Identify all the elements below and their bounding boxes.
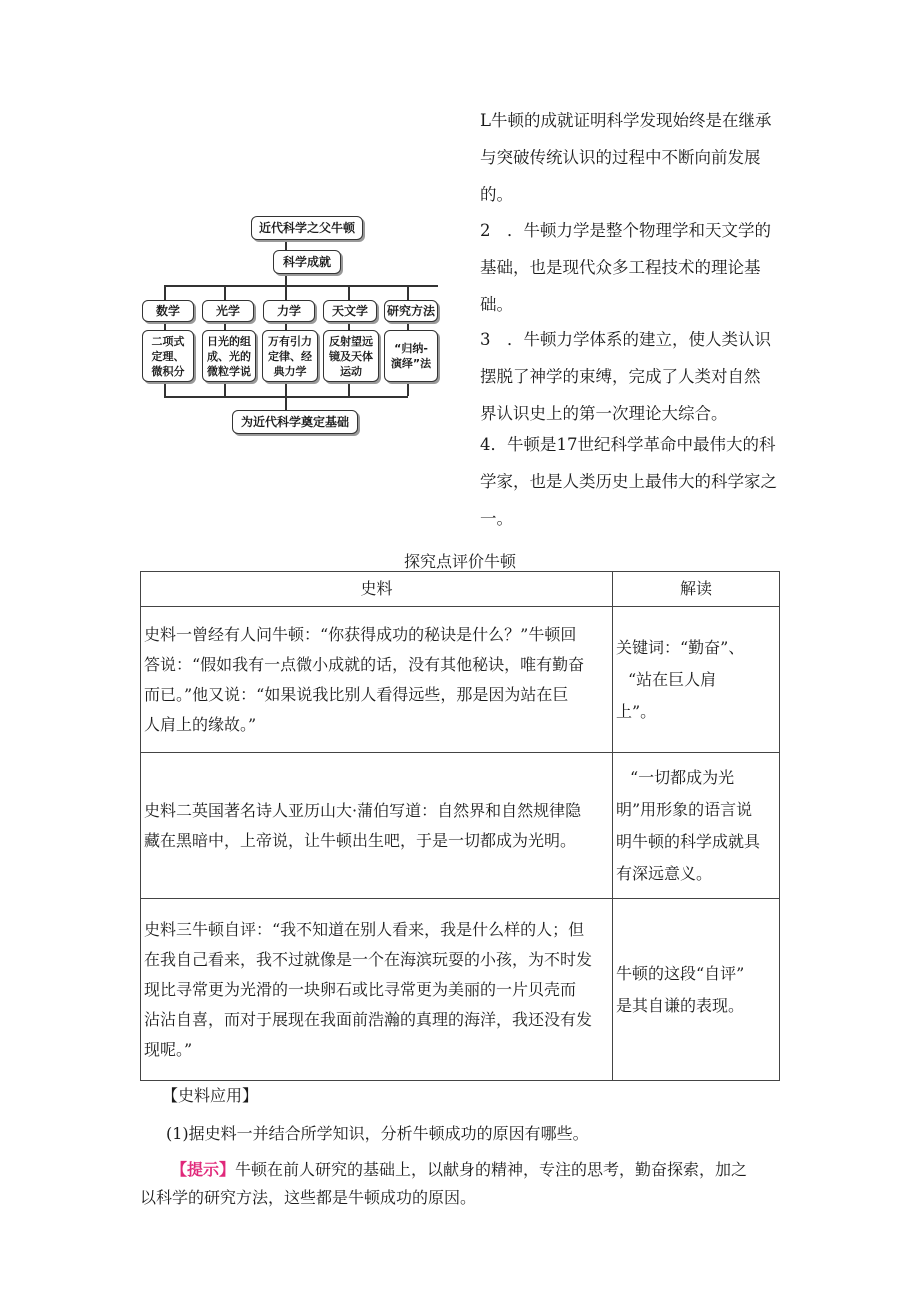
table-title: 探究点评价牛顿 [403, 552, 516, 571]
text-line: 2 ．牛顿力学是整个物理学和天文学的 [480, 221, 771, 240]
reading-cell [613, 899, 780, 1081]
newton-achievement-diagram [136, 210, 436, 445]
cell-line: “站在巨人肩 [628, 669, 717, 689]
detail-astronomy-line: 镜及天体 [329, 349, 373, 363]
detail-method-line: “归纳- [394, 342, 428, 355]
cell-line: 藏在黑暗中，上帝说，让牛顿出生吧，于是一切都成为光明。 [144, 830, 577, 850]
detail-mechanics-line: 定律、经 [268, 349, 312, 363]
cell-line: 现比寻常更为光滑的一块卵石或比寻常更为美丽的一片贝壳而 [144, 979, 577, 999]
detail-astronomy-line: 反射望远 [329, 334, 373, 348]
detail-astronomy [323, 330, 379, 382]
cell-line: 上”。 [616, 701, 657, 721]
detail-optics [202, 330, 256, 382]
reading-cell [613, 607, 780, 753]
cell-line: 而已。”他又说：“如果说我比别人看得远些，那是因为站在巨 [144, 684, 569, 704]
diagram-top-box: 近代科学之父牛顿 [251, 216, 363, 240]
cell-line: 是其自谦的表现。 [616, 995, 745, 1015]
cell-line: 关键词：“勤奋”、 [616, 637, 745, 657]
header-reading: 解读 [613, 572, 780, 607]
cell-line: 沾沾自喜，而对于展现在我面前浩瀚的真理的海洋，我还没有发 [144, 1009, 593, 1029]
detail-method [384, 330, 438, 382]
conclusion-2 [480, 212, 790, 323]
hint-text: 牛顿在前人研究的基础上，以献身的精神，专注的思考，勤奋探索，加之 [235, 1160, 748, 1179]
table-row [141, 607, 780, 753]
table-row [141, 899, 780, 1081]
category-mechanics: 力学 [263, 300, 315, 322]
detail-method-line: 演绎”法 [390, 357, 432, 370]
category-optics: 光学 [202, 300, 254, 322]
source-cell [141, 607, 613, 753]
category-method: 研究方法 [384, 300, 438, 322]
cell-line: 明”用形象的语言说 [616, 799, 753, 819]
conclusion-4 [480, 426, 790, 537]
cell-line: 史料三牛顿自评：“我不知道在别人看来，我是什么样的人；但 [144, 919, 585, 939]
table-header-row [141, 572, 780, 607]
reading-cell [613, 753, 780, 899]
category-math: 数学 [142, 300, 194, 322]
hint-label: 【提示】 [171, 1160, 236, 1179]
text-line: 界认识史上的第一次理论大综合。 [480, 404, 728, 423]
header-source: 史料 [141, 572, 613, 607]
source-table [140, 571, 780, 1081]
source-cell [141, 753, 613, 899]
detail-mechanics-line: 典力学 [273, 364, 307, 378]
cell-line: 现呢。” [144, 1039, 193, 1059]
detail-math-line: 微积分 [151, 364, 185, 378]
detail-astronomy-line: 运动 [340, 364, 362, 378]
conclusion-3 [480, 321, 790, 432]
text-line: L牛顿的成就证明科学发现始终是在继承 [480, 111, 772, 130]
conclusion-1 [480, 102, 790, 213]
cell-line: 牛顿的这段“自评” [616, 963, 745, 983]
detail-math-line: 二项式 [151, 334, 185, 348]
detail-optics-line: 日光的组 [207, 334, 251, 348]
diagram-middle-box: 科学成就 [273, 250, 341, 274]
cell-line: 有深远意义。 [616, 863, 713, 883]
detail-optics-line: 成、光的 [207, 349, 251, 363]
text-line: 学家，也是人类历史上最伟大的科学家之 [480, 472, 777, 491]
cell-line: 在我自己看来，我不过就像是一个在海滨玩耍的小孩，为不时发 [144, 949, 593, 969]
cell-line: 明牛顿的科学成就具 [616, 831, 761, 851]
diagram-bottom-box: 为近代科学奠定基础 [232, 410, 358, 434]
detail-math [142, 330, 194, 382]
hint-line-1 [171, 1157, 747, 1180]
detail-mechanics [262, 330, 318, 382]
category-astronomy: 天文学 [323, 300, 377, 322]
text-line: 3 ．牛顿力学体系的建立，使人类认识 [480, 330, 771, 349]
application-question: (1)据史料一并结合所学知识，分析牛顿成功的原因有哪些。 [166, 1124, 589, 1143]
text-line: 一。 [480, 509, 513, 528]
text-line: 与突破传统认识的过程中不断向前发展 [480, 148, 761, 167]
hint-line-2: 以科学的研究方法，这些都是牛顿成功的原因。 [140, 1188, 477, 1207]
table-row [141, 753, 780, 899]
cell-line: “一切都成为光 [630, 767, 735, 787]
text-line: 摆脱了神学的束缚，完成了人类对自然 [480, 367, 761, 386]
cell-line: 史料二英国著名诗人亚历山大·蒲伯写道：自然界和自然规律隐 [144, 800, 582, 820]
detail-mechanics-line: 万有引力 [268, 334, 312, 348]
text-line: 础。 [480, 295, 513, 314]
text-line: 4．牛顿是17世纪科学革命中最伟大的科 [480, 435, 776, 454]
cell-line: 史料一曾经有人问牛顿：“你获得成功的秘诀是什么？”牛顿回 [144, 624, 577, 644]
source-cell [141, 899, 613, 1081]
text-line: 的。 [480, 185, 513, 204]
cell-line: 答说：“假如我有一点微小成就的话，没有其他秘诀，唯有勤奋 [144, 654, 585, 674]
text-line: 基础，也是现代众多工程技术的理论基 [480, 258, 761, 277]
detail-optics-line: 微粒学说 [207, 364, 251, 378]
application-heading: 【史料应用】 [162, 1086, 259, 1105]
cell-line: 人肩上的缘故。” [144, 714, 257, 734]
detail-math-line: 定理、 [151, 349, 185, 363]
